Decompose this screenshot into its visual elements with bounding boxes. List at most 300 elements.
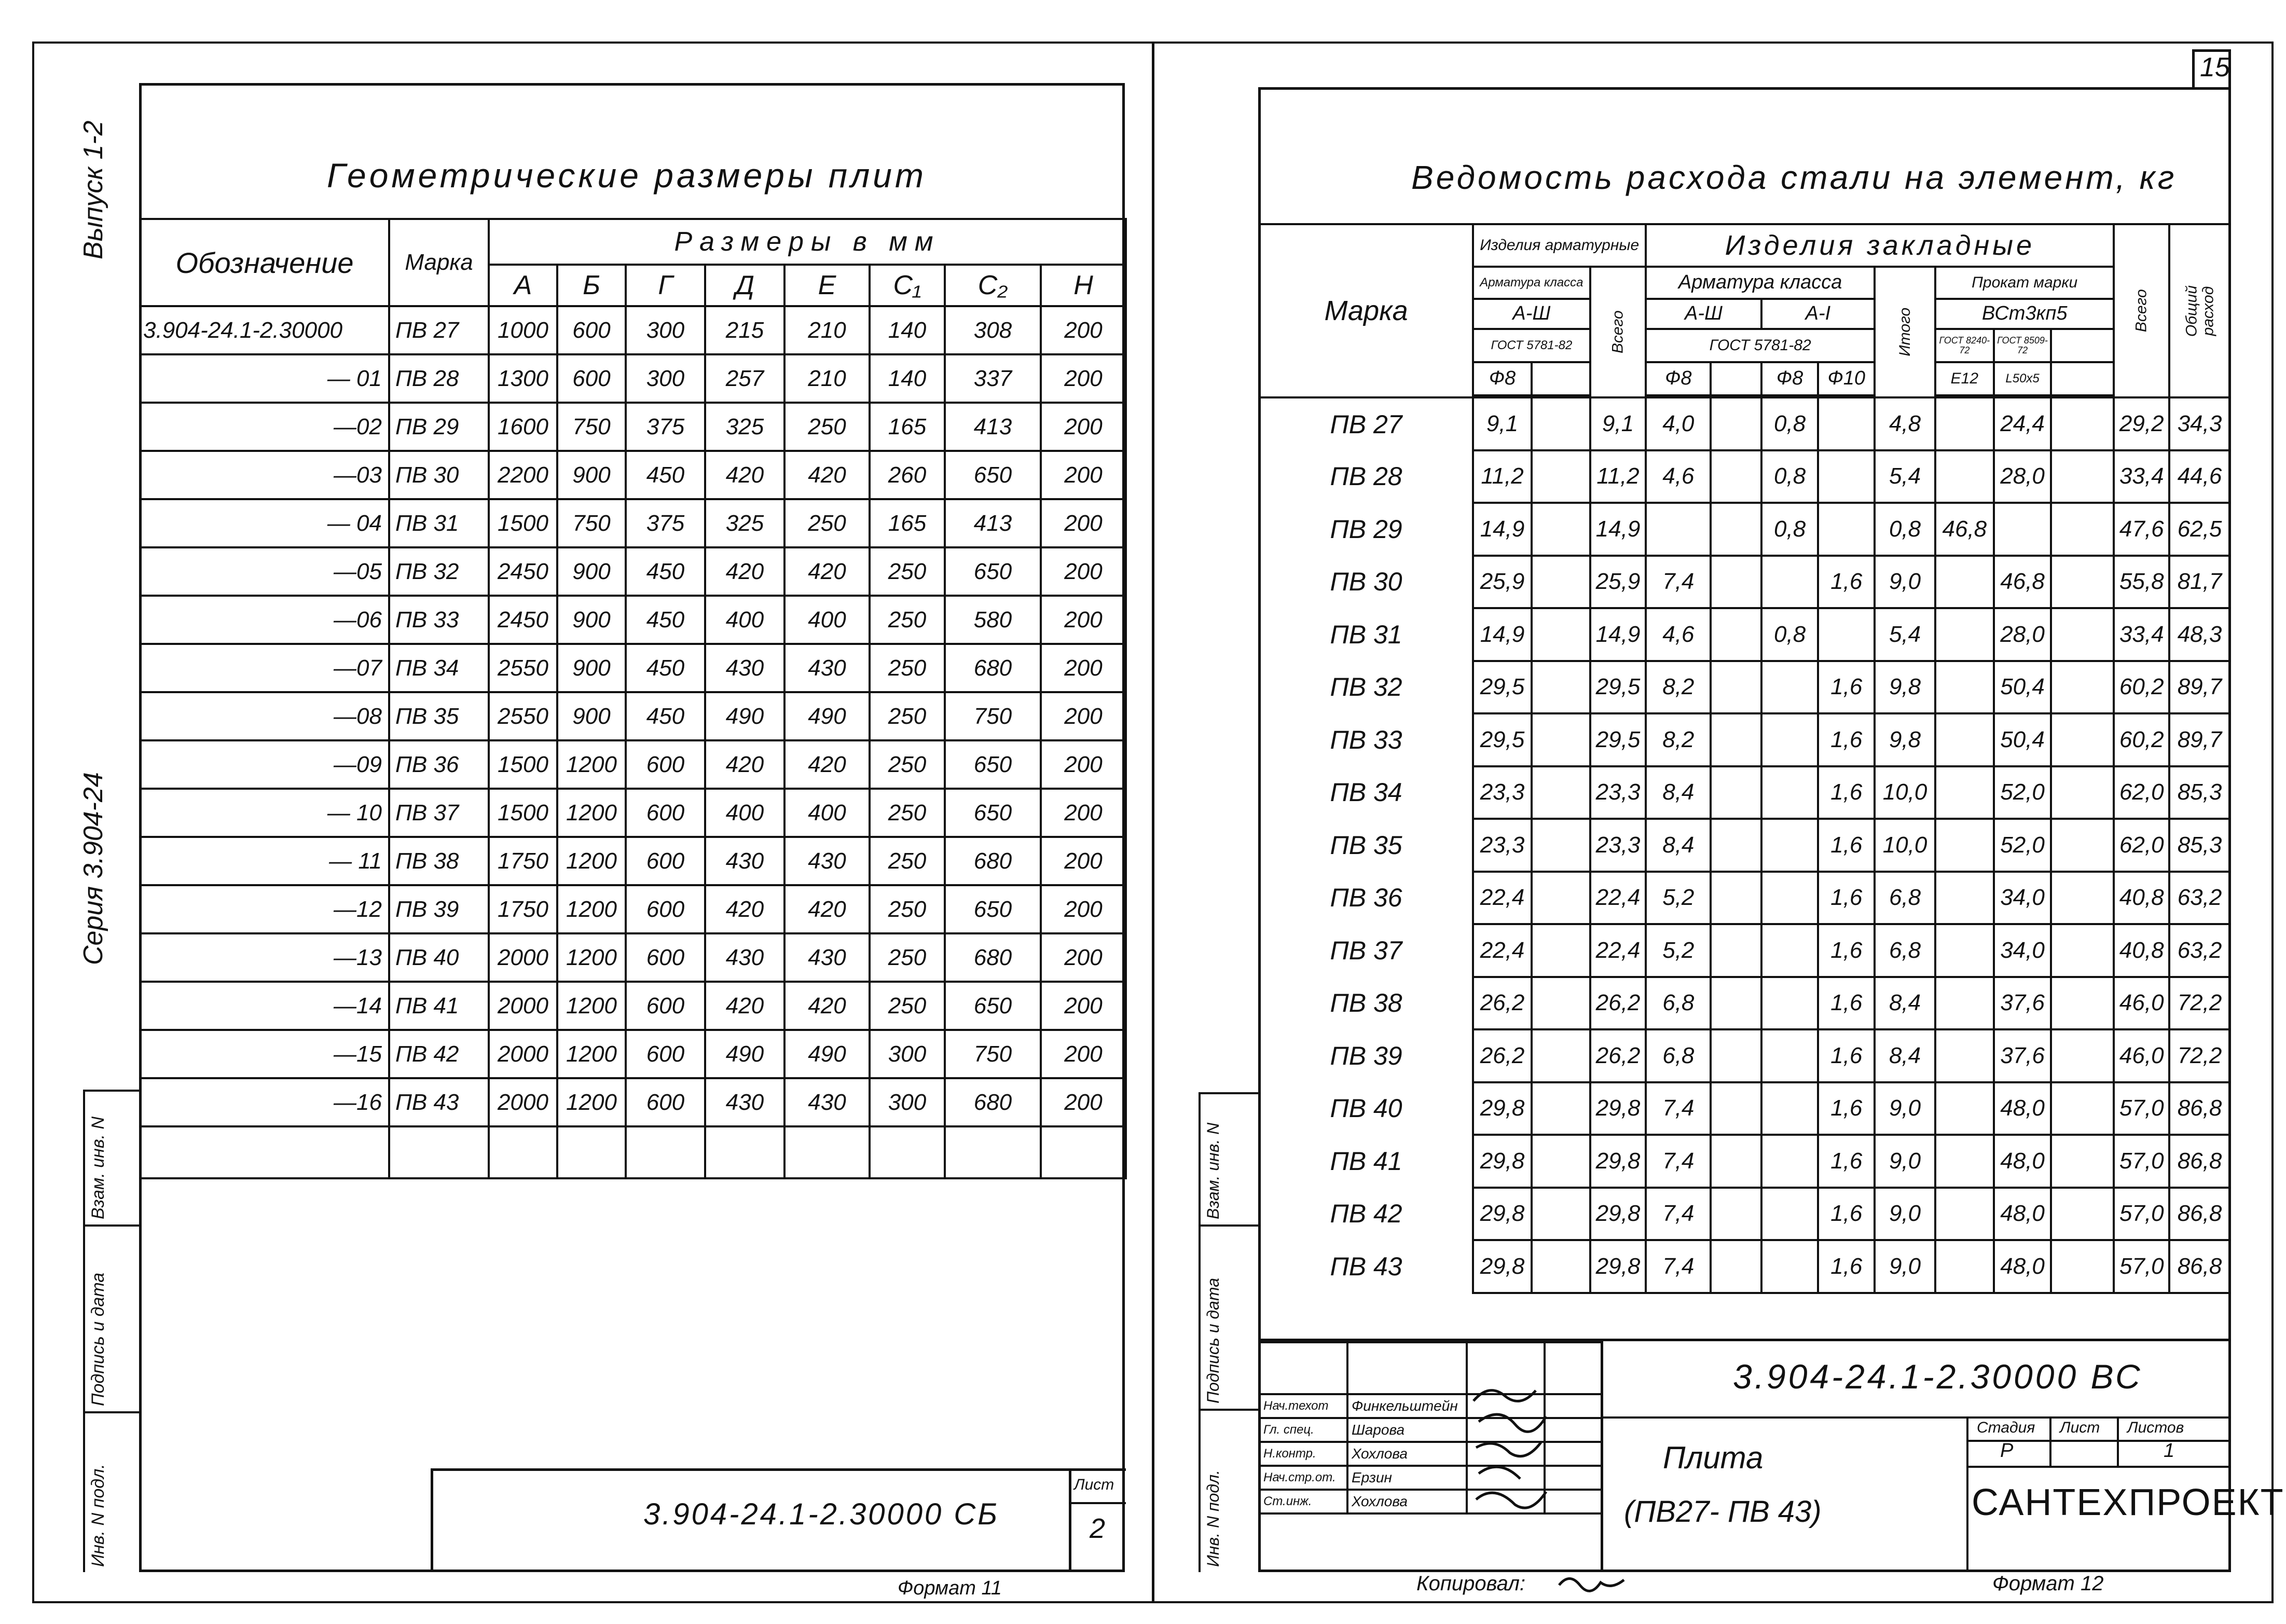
dimension-cell: 900	[557, 547, 626, 596]
left-side-label: Взам. инв. N	[88, 1116, 108, 1219]
dimension-cell: 1200	[557, 837, 626, 885]
mark-cell: ПВ 31	[389, 499, 489, 547]
table-row	[1259, 1082, 2230, 1135]
left-margin-label: Выпуск 1-2	[78, 120, 108, 259]
dimension-cell: 490	[784, 692, 870, 740]
table-row	[140, 692, 1126, 740]
dimension-cell: 650	[945, 789, 1041, 837]
dimension-cell: 400	[705, 789, 784, 837]
steel-value-cell	[1532, 503, 1590, 556]
dimension-cell: 2000	[489, 1078, 557, 1126]
dimension-cell: 450	[626, 451, 705, 499]
steel-value-cell: 62,5	[2169, 503, 2230, 556]
steel-value-cell	[1532, 397, 1590, 450]
dimension-cell: 210	[784, 306, 870, 354]
steel-value-cell	[1761, 556, 1819, 609]
mark-cell: ПВ 41	[389, 982, 489, 1030]
steel-value-cell	[1711, 766, 1761, 819]
a1-header: А-I	[1761, 299, 1875, 329]
steel-value-cell: 1,6	[1818, 924, 1875, 977]
steel-value-cell: 29,8	[1590, 1135, 1646, 1188]
dimension-cell: 600	[626, 885, 705, 933]
mark-cell: ПВ 32	[389, 547, 489, 596]
steel-value-cell	[1761, 1135, 1819, 1188]
designation-cell: — 01	[140, 354, 389, 403]
table-row	[140, 596, 1126, 644]
steel-value-cell: 9,0	[1875, 1240, 1935, 1293]
steel-value-cell: 1,6	[1818, 1135, 1875, 1188]
mark-cell: ПВ 39	[1259, 1029, 1473, 1082]
person-name-cell: Хохлова	[1347, 1442, 1467, 1466]
table-row	[1259, 397, 2230, 450]
dimension-cell: 420	[705, 547, 784, 596]
designation-cell: —06	[140, 596, 389, 644]
dimension-cell: 2200	[489, 451, 557, 499]
table-row	[1259, 661, 2230, 714]
steel-value-cell: 5,4	[1875, 450, 1935, 503]
steel-value-cell	[2051, 1082, 2114, 1135]
steel-value-cell: 22,4	[1590, 872, 1646, 925]
steel-value-cell: 29,5	[1473, 713, 1532, 766]
designation-cell: —02	[140, 403, 389, 451]
steel-value-cell: 46,0	[2114, 1029, 2169, 1082]
role-cell: Ст.инж.	[1259, 1490, 1347, 1513]
steel-value-cell: 29,8	[1590, 1082, 1646, 1135]
left-side-label: Инв. N подл.	[88, 1464, 108, 1567]
table-row	[1259, 1135, 2230, 1188]
steel-value-cell: 22,4	[1473, 872, 1532, 925]
dimension-cell: 900	[557, 644, 626, 692]
mark-cell: ПВ 30	[389, 451, 489, 499]
sheet-label: Лист	[2060, 1419, 2100, 1436]
steel-value-cell: 52,0	[1994, 819, 2051, 872]
dimension-cell: 420	[784, 885, 870, 933]
steel-value-cell: 6,8	[1875, 924, 1935, 977]
rolled-header: Прокат марки	[1935, 267, 2114, 299]
mark-cell: ПВ 43	[389, 1078, 489, 1126]
table-row	[1259, 766, 2230, 819]
steel-value-cell: 23,3	[1473, 819, 1532, 872]
total-header: Всего	[1590, 267, 1646, 397]
steel-value-cell	[1711, 556, 1761, 609]
steel-value-cell: 8,2	[1646, 713, 1711, 766]
steel-value-cell: 1,6	[1818, 1029, 1875, 1082]
steel-value-cell: 86,8	[2169, 1240, 2230, 1293]
dimension-cell: 2550	[489, 692, 557, 740]
person-name-cell: Хохлова	[1347, 1490, 1467, 1513]
steel-value-cell	[1761, 1188, 1819, 1241]
dimension-cell: 250	[870, 596, 945, 644]
steel-value-cell	[1761, 924, 1819, 977]
table-row	[1259, 503, 2230, 556]
steel-value-cell	[1532, 872, 1590, 925]
mark-header: Марка	[389, 219, 489, 306]
steel-value-cell: 9,1	[1590, 397, 1646, 450]
person-name-cell: Финкельштейн	[1347, 1394, 1467, 1418]
dimension-cell: 210	[784, 354, 870, 403]
table-row	[140, 1030, 1126, 1078]
steel-value-cell	[2051, 503, 2114, 556]
steel-value-cell: 57,0	[2114, 1135, 2169, 1188]
dimension-cell: 1500	[489, 740, 557, 789]
steel-grade-header: ВСт3кп5	[1935, 299, 2114, 329]
col-header: Г	[626, 265, 705, 306]
col-header: С₂	[945, 265, 1041, 306]
mark-cell: ПВ 31	[1259, 608, 1473, 661]
steel-value-cell: 11,2	[1473, 450, 1532, 503]
stage-value: Р	[2000, 1440, 2014, 1462]
steel-value-cell: 29,8	[1590, 1240, 1646, 1293]
signature-scribbles	[1468, 1380, 1572, 1525]
steel-value-cell: 7,4	[1646, 1135, 1711, 1188]
dimension-cell: 300	[870, 1078, 945, 1126]
dimension-cell: 250	[784, 499, 870, 547]
dimension-cell: 420	[784, 547, 870, 596]
steel-value-cell: 29,8	[1590, 1188, 1646, 1241]
right-side-label: Взам. инв. N	[1204, 1122, 1222, 1219]
col-header: С₁	[870, 265, 945, 306]
dimension-cell: 600	[626, 740, 705, 789]
dimension-cell: 215	[705, 306, 784, 354]
dimension-cell: 430	[784, 837, 870, 885]
col-header: Б	[557, 265, 626, 306]
steel-value-cell: 48,0	[1994, 1188, 2051, 1241]
mark-cell: ПВ 38	[1259, 977, 1473, 1030]
dimension-cell: 400	[784, 596, 870, 644]
dimension-cell: 250	[870, 982, 945, 1030]
steel-value-cell: 26,2	[1590, 1029, 1646, 1082]
steel-value-cell: 8,4	[1646, 819, 1711, 872]
steel-value-cell	[2051, 1135, 2114, 1188]
dimension-cell: 680	[945, 1078, 1041, 1126]
mark-cell: ПВ 40	[1259, 1082, 1473, 1135]
dimension-cell: 413	[945, 499, 1041, 547]
steel-value-cell	[1532, 766, 1590, 819]
table-row	[140, 837, 1126, 885]
steel-value-cell: 8,2	[1646, 661, 1711, 714]
steel-value-cell: 48,0	[1994, 1240, 2051, 1293]
table-row	[140, 547, 1126, 596]
steel-value-cell: 1,6	[1818, 872, 1875, 925]
dimension-cell: 750	[557, 403, 626, 451]
reinf-class-header: Арматура класса	[1473, 267, 1590, 299]
steel-value-cell	[1711, 819, 1761, 872]
dimension-cell: 260	[870, 451, 945, 499]
steel-value-cell	[1761, 766, 1819, 819]
dimension-cell: 420	[705, 740, 784, 789]
mark-cell: ПВ 39	[389, 885, 489, 933]
steel-value-cell: 10,0	[1875, 766, 1935, 819]
dimension-cell: 1200	[557, 885, 626, 933]
dimension-cell: 200	[1041, 837, 1126, 885]
embedded-header: Изделия закладные	[1646, 224, 2114, 267]
steel-value-cell: 28,0	[1994, 608, 2051, 661]
steel-value-cell: 37,6	[1994, 1029, 2051, 1082]
dimension-cell: 2000	[489, 982, 557, 1030]
steel-value-cell	[1532, 1240, 1590, 1293]
steel-value-cell: 48,3	[2169, 608, 2230, 661]
right-title: Ведомость расхода стали на элемент, кг	[1411, 159, 2177, 196]
table-row	[1259, 924, 2230, 977]
steel-value-cell: 34,3	[2169, 397, 2230, 450]
steel-value-cell	[1532, 608, 1590, 661]
steel-value-cell	[2051, 713, 2114, 766]
dimension-cell: 600	[626, 1030, 705, 1078]
product-range: (ПВ27- ПВ 43)	[1624, 1495, 1822, 1529]
steel-value-cell	[1711, 450, 1761, 503]
gost4-header: ГОСТ 8509-72	[1994, 329, 2051, 362]
dimension-cell: 300	[870, 1030, 945, 1078]
steel-value-cell: 26,2	[1590, 977, 1646, 1030]
steel-value-cell: 47,6	[2114, 503, 2169, 556]
designation-cell: —05	[140, 547, 389, 596]
steel-value-cell: 34,0	[1994, 924, 2051, 977]
right-format: Формат 12	[1992, 1572, 2104, 1595]
dimension-cell: 200	[1041, 933, 1126, 982]
steel-value-cell	[2051, 1240, 2114, 1293]
dimension-cell: 420	[784, 982, 870, 1030]
dimension-cell: 250	[870, 789, 945, 837]
dimension-cell: 1500	[489, 789, 557, 837]
steel-value-cell: 14,9	[1590, 608, 1646, 661]
dimension-cell: 680	[945, 933, 1041, 982]
dimension-cell: 420	[705, 451, 784, 499]
col-header: Н	[1041, 265, 1126, 306]
steel-value-cell	[1935, 1082, 1994, 1135]
left-side-label: Подпись и дата	[88, 1272, 108, 1406]
steel-value-cell	[2051, 977, 2114, 1030]
mark-cell: ПВ 37	[1259, 924, 1473, 977]
steel-value-cell: 85,3	[2169, 766, 2230, 819]
steel-value-cell	[1532, 819, 1590, 872]
dimension-cell: 430	[705, 837, 784, 885]
gost2-header: ГОСТ 5781-82	[1646, 329, 1875, 362]
table-row	[1259, 977, 2230, 1030]
dimension-cell: 250	[870, 547, 945, 596]
steel-value-cell	[1532, 977, 1590, 1030]
left-format: Формат 11	[898, 1577, 1002, 1599]
dimension-cell: 490	[705, 1030, 784, 1078]
person-name-cell: Шарова	[1347, 1418, 1467, 1442]
mark-cell: ПВ 28	[1259, 450, 1473, 503]
steel-value-cell	[2051, 556, 2114, 609]
steel-value-cell: 29,8	[1473, 1188, 1532, 1241]
left-doc-code: 3.904-24.1-2.30000 СБ	[643, 1497, 1000, 1531]
mark-cell: ПВ 38	[389, 837, 489, 885]
dimension-cell: 900	[557, 451, 626, 499]
dimension-cell: 2000	[489, 1030, 557, 1078]
dimension-cell: 420	[705, 885, 784, 933]
designation-cell: —13	[140, 933, 389, 982]
steel-value-cell: 22,4	[1473, 924, 1532, 977]
dimension-cell: 1200	[557, 789, 626, 837]
steel-value-cell	[1935, 977, 1994, 1030]
steel-value-cell	[2051, 1188, 2114, 1241]
steel-value-cell	[1711, 977, 1761, 1030]
stage-label: Стадия	[1977, 1419, 2035, 1436]
steel-value-cell: 72,2	[2169, 977, 2230, 1030]
steel-value-cell: 5,2	[1646, 924, 1711, 977]
steel-value-cell: 9,0	[1875, 1188, 1935, 1241]
dimension-cell: 325	[705, 403, 784, 451]
table-row	[1259, 1029, 2230, 1082]
steel-value-cell	[1532, 1082, 1590, 1135]
f10-header: Ф10	[1818, 362, 1875, 395]
designation-cell: —14	[140, 982, 389, 1030]
dimension-cell: 2450	[489, 547, 557, 596]
steel-value-cell: 9,0	[1875, 556, 1935, 609]
table-row	[1259, 1188, 2230, 1241]
steel-value-cell: 60,2	[2114, 713, 2169, 766]
dimension-cell: 413	[945, 403, 1041, 451]
steel-value-cell	[1935, 556, 1994, 609]
role-cell: Гл. спец.	[1259, 1418, 1347, 1442]
designation-cell: — 11	[140, 837, 389, 885]
itogo-header: Итого	[1875, 267, 1935, 397]
mark-cell: ПВ 43	[1259, 1240, 1473, 1293]
left-side-col	[83, 1090, 85, 1572]
steel-value-cell: 26,2	[1473, 977, 1532, 1030]
organization: САНТЕХПРОЕКТ	[1972, 1482, 2284, 1523]
sheets-label: Листов	[2127, 1419, 2184, 1436]
steel-value-cell: 1,6	[1818, 1188, 1875, 1241]
steel-value-cell	[2051, 924, 2114, 977]
steel-value-cell: 57,0	[2114, 1240, 2169, 1293]
steel-value-cell: 40,8	[2114, 924, 2169, 977]
steel-value-cell	[1935, 1029, 1994, 1082]
steel-value-cell: 5,2	[1646, 872, 1711, 925]
col-header: А	[489, 265, 557, 306]
steel-value-cell: 26,2	[1473, 1029, 1532, 1082]
steel-value-cell: 1,6	[1818, 661, 1875, 714]
steel-value-cell	[2051, 819, 2114, 872]
dimension-cell: 200	[1041, 982, 1126, 1030]
mark-cell: ПВ 42	[389, 1030, 489, 1078]
table-row	[140, 403, 1126, 451]
steel-value-cell: 23,3	[1473, 766, 1532, 819]
steel-value-cell	[1646, 503, 1711, 556]
role-cell: Н.контр.	[1259, 1442, 1347, 1466]
dimension-cell: 750	[557, 499, 626, 547]
steel-value-cell: 6,8	[1646, 977, 1711, 1030]
steel-value-cell: 7,4	[1646, 1082, 1711, 1135]
l50-header: L50х5	[1994, 362, 2051, 395]
dimension-cell: 450	[626, 596, 705, 644]
copied-label: Копировал:	[1416, 1572, 1526, 1595]
steel-value-cell: 11,2	[1590, 450, 1646, 503]
dimension-cell: 600	[626, 789, 705, 837]
mark-cell: ПВ 42	[1259, 1188, 1473, 1241]
steel-value-cell: 22,4	[1590, 924, 1646, 977]
steel-value-cell: 86,8	[2169, 1188, 2230, 1241]
steel-table	[1258, 223, 2231, 1294]
dimension-cell: 600	[557, 306, 626, 354]
steel-value-cell: 14,9	[1473, 503, 1532, 556]
dimension-cell: 420	[705, 982, 784, 1030]
steel-value-cell	[1711, 1188, 1761, 1241]
dimension-cell: 1200	[557, 1078, 626, 1126]
steel-value-cell	[2051, 766, 2114, 819]
dimension-cell: 300	[626, 354, 705, 403]
steel-value-cell: 10,0	[1875, 819, 1935, 872]
steel-value-cell: 50,4	[1994, 661, 2051, 714]
mark-cell: ПВ 33	[389, 596, 489, 644]
person-name-cell: Ерзин	[1347, 1466, 1467, 1490]
right-side-col	[1199, 1092, 1201, 1572]
dimension-cell: 430	[705, 1078, 784, 1126]
mark-cell: ПВ 29	[1259, 503, 1473, 556]
dimension-cell: 430	[705, 644, 784, 692]
dimension-cell: 900	[557, 596, 626, 644]
dimension-cell: 337	[945, 354, 1041, 403]
dimension-cell: 900	[557, 692, 626, 740]
steel-value-cell: 1,6	[1818, 766, 1875, 819]
steel-value-cell	[1532, 1135, 1590, 1188]
dimension-cell: 200	[1041, 547, 1126, 596]
dimension-cell: 450	[626, 547, 705, 596]
dimension-cell: 140	[870, 306, 945, 354]
designation-cell: — 04	[140, 499, 389, 547]
steel-value-cell: 57,0	[2114, 1082, 2169, 1135]
mark-cell: ПВ 27	[1259, 397, 1473, 450]
steel-value-cell	[1935, 397, 1994, 450]
steel-value-cell: 86,8	[2169, 1135, 2230, 1188]
steel-value-cell: 1,6	[1818, 556, 1875, 609]
steel-value-cell: 29,5	[1590, 661, 1646, 714]
mark-cell: ПВ 34	[1259, 766, 1473, 819]
sheets-value: 1	[2164, 1440, 2175, 1462]
table-row	[140, 885, 1126, 933]
steel-value-cell	[1711, 503, 1761, 556]
dimension-cell: 1500	[489, 499, 557, 547]
steel-value-cell: 4,6	[1646, 608, 1711, 661]
steel-value-cell: 7,4	[1646, 1188, 1711, 1241]
mark-cell: ПВ 33	[1259, 713, 1473, 766]
steel-value-cell: 5,4	[1875, 608, 1935, 661]
steel-value-cell: 52,0	[1994, 766, 2051, 819]
designation-cell: —12	[140, 885, 389, 933]
steel-value-cell: 25,9	[1473, 556, 1532, 609]
left-sheet-number: 2	[1090, 1513, 1106, 1544]
gost1-header: ГОСТ 5781-82	[1473, 329, 1590, 362]
steel-value-cell: 29,8	[1473, 1135, 1532, 1188]
steel-value-cell	[1761, 977, 1819, 1030]
steel-value-cell: 4,8	[1875, 397, 1935, 450]
dimension-cell: 1200	[557, 740, 626, 789]
designation-cell: —07	[140, 644, 389, 692]
steel-value-cell: 0,8	[1875, 503, 1935, 556]
steel-value-cell: 62,0	[2114, 819, 2169, 872]
dimension-cell: 680	[945, 837, 1041, 885]
dimension-cell: 680	[945, 644, 1041, 692]
dimension-cell: 650	[945, 740, 1041, 789]
steel-value-cell: 24,4	[1994, 397, 2051, 450]
dimension-cell: 600	[557, 354, 626, 403]
mark-cell: ПВ 41	[1259, 1135, 1473, 1188]
dimension-cell: 2450	[489, 596, 557, 644]
steel-value-cell	[1532, 713, 1590, 766]
dimension-cell: 375	[626, 403, 705, 451]
table-row	[140, 1078, 1126, 1126]
steel-value-cell: 8,4	[1646, 766, 1711, 819]
table-row	[1259, 713, 2230, 766]
dimension-cell: 430	[784, 644, 870, 692]
dimension-cell: 600	[626, 837, 705, 885]
mark-cell: ПВ 34	[389, 644, 489, 692]
dimension-cell: 1750	[489, 885, 557, 933]
steel-value-cell	[1761, 872, 1819, 925]
steel-value-cell: 0,8	[1761, 608, 1819, 661]
